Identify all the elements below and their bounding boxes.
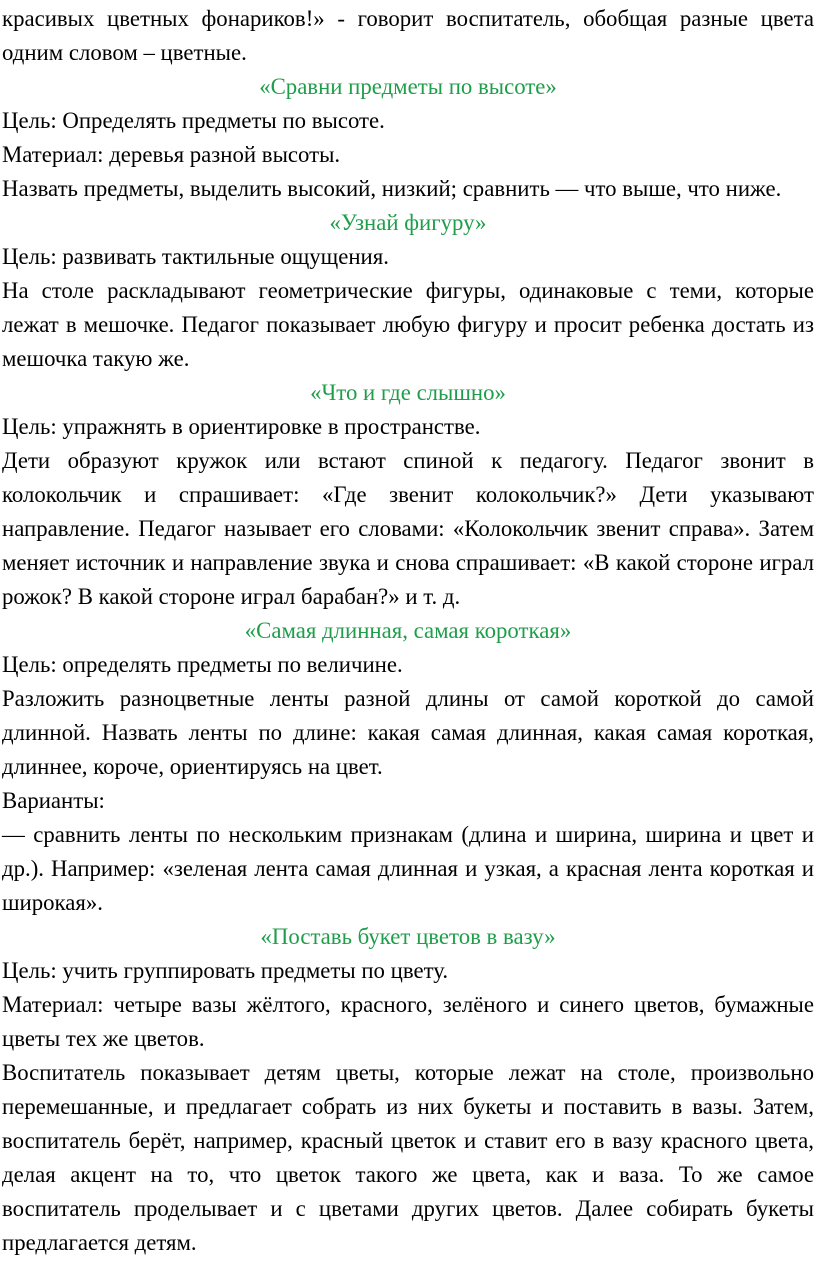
paragraph-description: Назвать предметы, выделить высокий, низкий; сравнить — что выше, что ниже.	[2, 176, 782, 201]
paragraph-goal: Цель: учить группировать предметы по цвету.	[2, 958, 449, 983]
paragraph-goal: Цель: развивать тактильные ощущения.	[2, 244, 389, 269]
heading-what-where-heard: «Что и где слышно»	[310, 380, 506, 405]
paragraph-variant-item: — сравнить ленты по нескольким признакам (длина и ширина, ширина и цвет и др.). Например: «зеленая лента самая длинная и узкая, а красная лента короткая и широкая».	[2, 822, 814, 915]
paragraph-intro: красивых цветных фонариков!» - говорит воспитатель, обобщая разные цвета одним словом – цветные.	[2, 6, 814, 65]
paragraph-goal: Цель: упражнять в ориентировке в пространстве.	[2, 414, 481, 439]
paragraph-description: На столе раскладывают геометрические фигуры, одинаковые с теми, которые лежат в мешочке. Педагог показывает любую фигуру и просит ребенка достать из мешочка такую же.	[2, 278, 814, 371]
paragraph-variants-label: Варианты:	[2, 788, 105, 813]
paragraph-material: Материал: деревья разной высоты.	[2, 142, 341, 167]
paragraph-goal: Цель: определять предметы по величине.	[2, 652, 403, 677]
heading-longest-shortest: «Самая длинная, самая короткая»	[244, 618, 572, 643]
paragraph-goal: Цель: Определять предметы по высоте.	[2, 108, 385, 133]
paragraph-description: Дети образуют кружок или встают спиной к педагогу. Педагог звонит в колокольчик и спрашивает: «Где звенит колокольчик?» Дети указывают направление. Педагог называет его словами: «Колокольчик звенит справа». Затем меняет источник и направление звука и снова спрашивает: «В какой стороне играл рожок? В какой стороне играл барабан?» и т. д.	[2, 448, 814, 609]
heading-compare-height: «Сравни предметы по высоте»	[259, 74, 557, 99]
paragraph-material: Материал: четыре вазы жёлтого, красного, зелёного и синего цветов, бумажные цветы тех же цветов.	[2, 992, 814, 1051]
paragraph-description: Разложить разноцветные ленты разной длины от самой короткой до самой длинной. Назвать ленты по длине: какая самая длинная, какая самая короткая, длиннее, короче, ориентируясь на цвет.	[2, 686, 814, 779]
heading-recognize-shape: «Узнай фигуру»	[329, 210, 487, 235]
paragraph-description: Воспитатель показывает детям цветы, которые лежат на столе, произвольно перемешанные, и предлагает собрать из них букеты и поставить в вазы. Затем, воспитатель берёт, например, красный цветок и ставит его в вазу красного цвета, делая акцент на то, что цветок такого же цвета, как и ваза. То же самое воспитатель проделывает и с цветами других цветов. Далее собирать букеты предлагается детям.	[2, 1060, 814, 1255]
heading-bouquet-in-vase: «Поставь букет цветов в вазу»	[260, 924, 556, 949]
